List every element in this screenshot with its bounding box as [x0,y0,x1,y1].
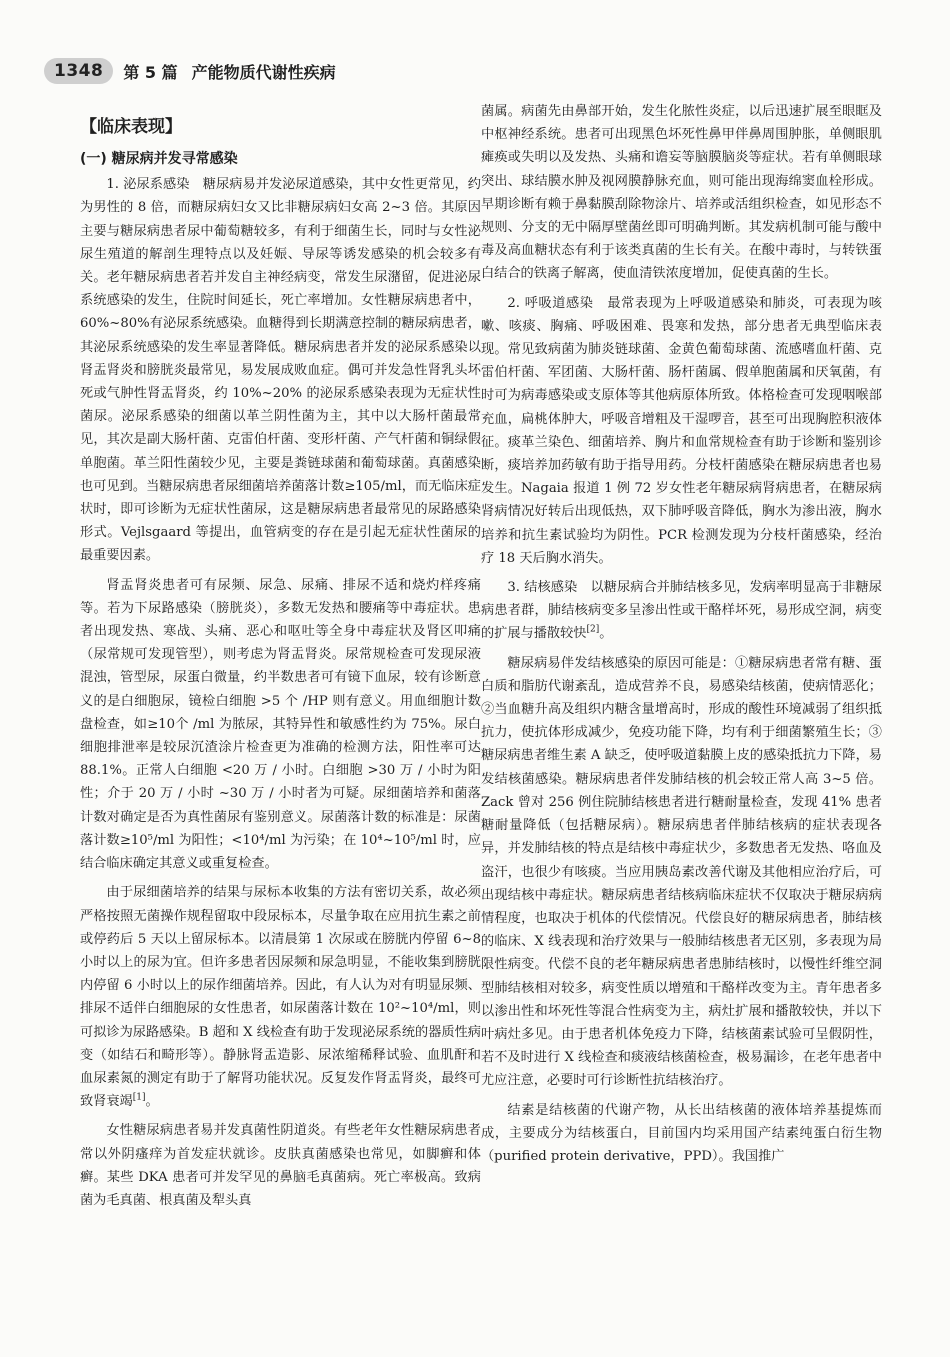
paragraph: 1. 泌尿系感染 糖尿病易并发泌尿道感染，其中女性更常见，约为男性的 8 倍，而糖尿病妇女又比非糖尿病妇女高 2~3 倍。其原因主要与糖尿病患者尿中葡萄糖较多，有利于细菌生长，同时与女性泌尿生殖道的解剖生理特点以及妊娠、导尿等诱发感染的机会较多有关。老年糖尿病患者若并发自主神经病变，常发生尿潴留，促进泌尿系统感染的发生，住院时间延长，死亡率增加。女性糖尿病患者中，60%~80%有泌尿系统感染。血糖得到长期满意控制的糖尿病患者，其泌尿系统感染的发生率显著降低。糖尿病患者并发的泌尿系感染以肾盂肾炎和膀胱炎最常见，易发展成败血症。偶可并发急性肾乳头坏死或气肿性肾盂肾炎，约 10%~20% 的泌尿系感染表现为无症状性菌尿。泌尿系感染的细菌以革兰阴性菌为主，其中以大肠杆菌最常见，其次是副大肠杆菌、克雷伯杆菌、变形杆菌、产气杆菌和铜绿假单胞菌。革兰阳性菌较少见，主要是粪链球菌和葡萄球菌。真菌感染也可见到。当糖尿病患者尿细菌培养菌落计数≥105/ml，而无临床症状时，即可诊断为无症状性菌尿，这是糖尿病患者最常见的尿路感染形式。Vejlsgaard 等提出，血管病变的存在是引起无症状性菌尿的最重要因素。 [80,177,481,564]
paragraph-text: 3. 结核感染 以糖尿病合并肺结核多见，发病率明显高于非糖尿病患者群，肺结核病变多呈渗出性或干酪样坏死，易形成空洞，病变的扩展与播散较快 [481,580,882,642]
part-title: 产能物质代谢性疾病 [191,62,336,82]
paragraph [80,881,481,1113]
paragraph: 结素是结核菌的代谢产物，从长出结核菌的液体培养基提炼而成，主要成分为结核蛋白，目前国内均采用国产结素纯蛋白衍生物（purified protein derivative，PPD）。我国推广 [481,1102,882,1164]
page-number: 1348 [44,58,113,84]
paragraph: 2. 呼吸道感染 最常表现为上呼吸道感染和肺炎，可表现为咳嗽、咳痰、胸痛、呼吸困难、畏寒和发热，部分患者无典型临床表现。常见致病菌为肺炎链球菌、金黄色葡萄球菌、流感嗜血杆菌、克雷伯杆菌、军团菌、大肠杆菌、肠杆菌属、假单胞菌属和厌氧菌，有时可为病毒感染或支原体等其他病原体所致。体格检查可发现咽喉部充血，扁桃体肿大，呼吸音增粗及干湿啰音，甚至可出现胸腔积液体征。痰革兰染色、细菌培养、胸片和血常规检查有助于诊断和鉴别诊断，痰培养加药敏有助于指导用药。分枝杆菌感染在糖尿病患者也易发生。Nagaia 报道 1 例 72 岁女性老年糖尿病肾病患者，在糖尿病肾病情况好转后出现低热，双下肺呼吸音降低，胸水为渗出液，胸水培养和抗生素试验均为阴性。PCR 检测发现为分枝杆菌感染，经治疗 18 天后胸水消失。 [481,295,882,566]
page-header [44,54,336,88]
paragraph: 糖尿病易伴发结核感染的原因可能是：①糖尿病患者常有糖、蛋白质和脂肪代谢紊乱，造成营养不良，易感染结核菌，使病情恶化；②当血糖升高及组织内糖含量增高时，形成的酸性环境减弱了组织抵抗力，使抗体形成减少，免疫功能下降，均有利于细菌繁殖生长；③糖尿病患者维生素 A 缺乏，使呼吸道黏膜上皮的感染抵抗力下降，易发结核菌感染。糖尿病患者伴发肺结核的机会较正常人高 3~5 倍。Zack 曾对 256 例住院肺结核患者进行糖耐量检查，发现 41% 患者糖耐量降低（包括糖尿病）。糖尿病患者伴肺结核病的症状表现各异，并发肺结核的特点是结核中毒症状少，多数患者无发热、咯血及盗汗，也很少有咳痰。当应用胰岛素改善代谢及其他相应治疗后，可出现结核中毒症状。糖尿病患者结核病临床症状不仅取决于糖尿病病情程度，也取决于机体的代偿情况。代偿良好的糖尿病患者，肺结核的临床、X 线表现和治疗效果与一般肺结核患者无区别，多表现为局限性病变。代偿不良的老年糖尿病患者患肺结核时，以慢性纤维空洞型肺结核相对较多，病变性质以增殖和干酪样改变为主。青年患者多以渗出性和坏死性等混合性病变为主，病灶扩展和播散较快，并以下叶病灶多见。由于患者机体免疫力下降，结核菌素试验可呈假阴性，若不及时进行 X 线检查和痰液结核菌检查，极易漏诊，在老年患者中尤应注意，必要时可行诊断性抗结核治疗。 [481,655,882,1089]
paragraph-tail: 。 [599,626,613,642]
paragraph-tail: 。 [145,1094,159,1110]
paragraph-text: 由于尿细菌培养的结果与尿标本收集的方法有密切关系，故必须严格按照无菌操作规程留取中段尿标本，尽量争取在应用抗生素之前或停药后 5 天以上留尿标本。以清晨第 1 次尿或在膀胱内停留 6~8 小时以上的尿为宜。但许多患者因尿频和尿急明显，不能收集到膀胱内停留 6 小时以上的尿作细菌培养。因此，有人认为对有明显尿频、排尿不适伴白细胞尿的女性患者，如尿菌落计数在 10²~10⁴/ml，则可拟诊为尿路感染。B 超和 X 线检查有助于发现泌尿系统的器质性病变（如结石和畸形等）。静脉肾盂造影、尿浓缩稀释试验、血肌酐和血尿素氮的测定有助于了解肾功能状况。反复发作肾盂肾炎，最终可致肾衰竭 [80,885,481,1110]
paragraph: 肾盂肾炎患者可有尿频、尿急、尿痛、排尿不适和烧灼样疼痛等。若为下尿路感染（膀胱炎），多数无发热和腰痛等中毒症状。患者出现发热、寒战、头痛、恶心和呕吐等全身中毒症状及肾区叩痛（尿常规可发现管型），则考虑为肾盂肾炎。尿常规检查可发现尿液混浊，管型尿，尿蛋白微量，约半数患者可有镜下血尿，较有诊断意义的是白细胞尿，镜检白细胞 >5 个 /HP 则有意义。用血细胞计数盘检查，如≥10个 /ml 为脓尿，其特异性和敏感性约为 75%。尿白细胞排泄率是较尿沉渣涂片检查更为准确的检测方法，阳性率可达 88.1%。正常人白细胞 <20 万 / 小时。白细胞 >30 万 / 小时为阳性；介于 20 万 / 小时 ~30 万 / 小时者为可疑。尿细菌培养和菌落计数对确定是否为真性菌尿有鉴别意义。尿菌落计数的标准是：尿菌落计数≥10⁵/ml 为阳性；<10⁴/ml 为污染；在 10⁴~10⁵/ml 时，应结合临床确定其意义或重复检查。 [80,577,481,872]
left-column [80,100,481,1212]
paragraph [481,576,882,646]
citation: [1] [132,1092,146,1103]
citation: [2] [586,625,600,636]
part-label: 第 5 篇 [123,62,178,82]
right-column [481,100,882,1168]
section-title: 【临床表现】 [80,117,182,137]
subsection-title: (一) 糖尿病并发寻常感染 [80,151,238,167]
paragraph: 女性糖尿病患者易并发真菌性阴道炎。有些老年女性糖尿病患者常以外阴瘙痒为首发症状就诊。皮肤真菌感染也常见，如脚癣和体癣。某些 DKA 患者可并发罕见的鼻脑毛真菌病。死亡率极高。致病菌为毛真菌、根真菌及犁头真 [80,1123,481,1208]
paragraph: 菌属。病菌先由鼻部开始，发生化脓性炎症，以后迅速扩展至眼眶及中枢神经系统。患者可出现黑色坏死性鼻甲伴鼻周围肿胀，单侧眼肌瘫痪或失明以及发热、头痛和谵妄等脑膜脑炎等症状。若有单侧眼球突出、球结膜水肿及视网膜静脉充血，则可能出现海绵窦血栓形成。早期诊断有赖于鼻黏膜刮除物涂片、培养或活组织检查，如见形态不规则、分支的无中隔厚壁菌丝即可明确判断。其发病机制可能与酸中毒及高血糖状态有利于该类真菌的生长有关。在酸中毒时，与转铁蛋白结合的铁离子解离，使血清铁浓度增加，促使真菌的生长。 [481,104,882,282]
